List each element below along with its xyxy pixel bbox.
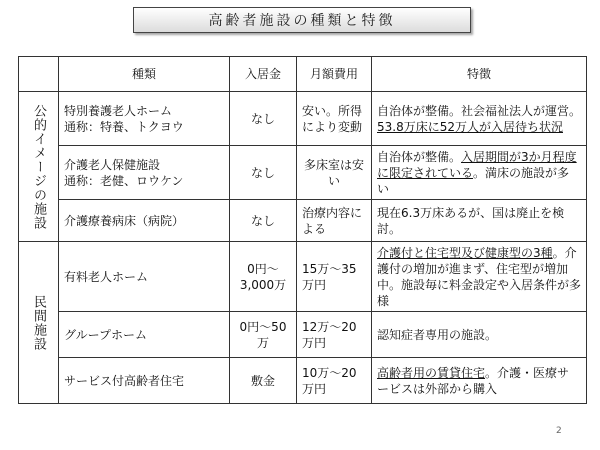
header-kind: 種類 [59,57,230,92]
feature-underlined: 53.8万床に52万人が入居待ち状況 [377,119,563,134]
entry-fee-cell: なし [230,200,297,242]
feature-underlined: 高齢者用の賃貸住宅 [377,365,486,380]
kind-name: グループホーム [64,327,148,342]
features-cell [372,146,587,200]
features-cell [372,92,587,146]
header-entry-fee: 入居金 [230,57,297,92]
page-title: 高齢者施設の種類と特徴 [133,7,471,33]
table-header-row [19,57,587,92]
table-row [19,200,587,242]
entry-fee-cell: 0円～50万 [230,312,297,358]
features-cell [372,358,587,404]
feature-tail: 。介護付の増加が進まず、住宅型が増加中。施設毎に料金設定や入居条件が多様 [377,245,582,308]
kind-name: サービス付高齢者住宅 [64,373,185,388]
header-monthly-cost: 月額費用 [297,57,372,92]
monthly-cost-cell: 12万～20万円 [297,312,372,358]
entry-fee-cell: なし [230,92,297,146]
table-row [19,242,587,312]
monthly-cost-cell: 安い。所得により変動 [297,92,372,146]
feature-text: 自治体が整備。 [377,149,462,164]
kind-cell [59,312,230,358]
monthly-cost-cell: 多床室は安い [297,146,372,200]
monthly-cost-cell: 10万～20万円 [297,358,372,404]
kind-cell [59,242,230,312]
table-row [19,358,587,404]
feature-tail: 。介護・医療サービスは外部から購入 [377,365,570,396]
feature-underlined: 入居期間が3か月程度に限定されている [377,149,577,180]
table-row [19,312,587,358]
kind-name: 特別養護老人ホーム [64,103,173,118]
kind-cell [59,92,230,146]
kind-name: 介護老人保健施設 [64,157,161,172]
group-header-cell [19,57,59,92]
entry-fee-cell: なし [230,146,297,200]
kind-alias: 通称：老健、ロウケン [64,173,184,188]
table-row [19,146,587,200]
feature-text: 認知症者専用の施設。 [377,327,498,342]
feature-text: 現在6.3万床あるが、国は廃止を検討。 [377,205,565,236]
header-features: 特徴 [372,57,587,92]
features-cell [372,200,587,242]
kind-name: 有料老人ホーム [64,269,149,284]
kind-cell [59,200,230,242]
kind-cell [59,146,230,200]
table-row [19,92,587,146]
monthly-cost-cell: 治療内容による [297,200,372,242]
group-cell-private [19,242,59,404]
kind-name: 介護療養病床（病院） [64,213,185,228]
features-cell [372,312,587,358]
group-label-public: 公的イメージの施設 [31,103,46,230]
feature-underlined: 介護付と住宅型及び健康型の3種 [377,245,553,260]
feature-text: 自治体が整備。社会福祉法人が運営。 [377,103,582,118]
entry-fee-cell: 0円～3,000万 [230,242,297,312]
group-label-private: 民間施設 [31,294,46,351]
monthly-cost-cell: 15万～35万円 [297,242,372,312]
entry-fee-cell: 敷金 [230,358,297,404]
facility-table [18,56,587,404]
feature-tail: 。満床の施設が多い [377,165,570,196]
group-cell-public [19,92,59,242]
page-number: 2 [556,426,562,436]
kind-cell [59,358,230,404]
features-cell [372,242,587,312]
kind-alias: 通称：特養、トクヨウ [64,119,184,134]
